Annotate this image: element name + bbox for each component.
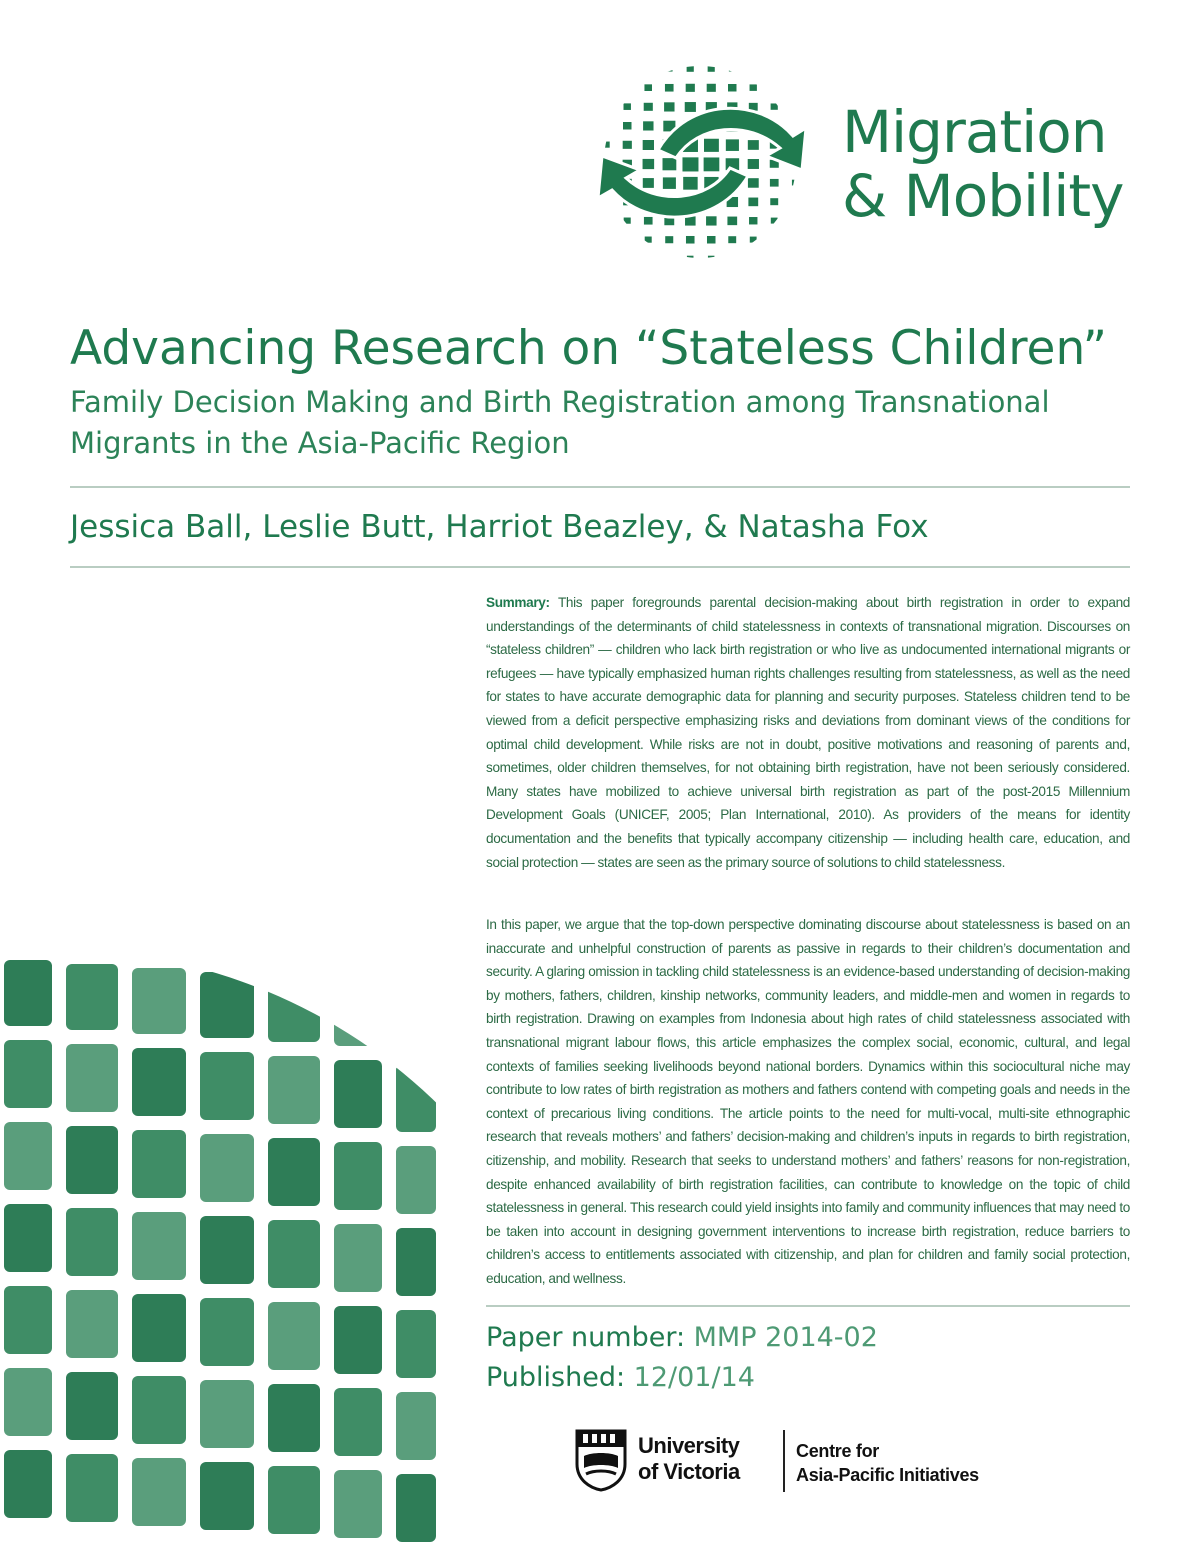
centre-line-1: Centre for <box>796 1441 880 1461</box>
university-line-1: University <box>638 1433 740 1458</box>
logo-grid-cell <box>771 66 777 71</box>
globe-grid-cell <box>200 1462 254 1530</box>
divider-top <box>70 486 1130 488</box>
logo-grid-cell <box>663 177 676 189</box>
logo-grid-cell <box>771 218 778 224</box>
globe-grid-cell <box>132 968 186 1034</box>
paper-title: Advancing Research on “Stateless Children” <box>70 321 1108 376</box>
logo-grid-cell <box>792 237 798 242</box>
logo-grid-cell <box>749 217 757 224</box>
globe-grid-cell <box>66 1454 118 1522</box>
body-paragraph: In this paper, we argue that the top-down perspective dominating discourse about statelessness is based on an inaccurate and unhelpful construction of parents as passive in regards to their children’s documentation and security. A glaring omission in tackling child statelessness is an evidence-based understanding of decision-making by mothers, fathers, children, kinship networks, community leaders, and middle-men and women in regards to birth registration. Drawing on examples from Indonesia about high rates of child statelessness associated with transnational migrant labour flows, this article emphasizes the complex social, economic, cultural, and legal contexts of families seeking livelihoods beyond national borders. Dynamics within this sociocultural niche may contribute to low rates of birth registration as mothers and fathers contend with competing goals and needs in the context of precarious living conditions. The article points to the need for multi-vocal, multi-site ethnographic research that reveals mothers’ and fathers’ decision-making and children’s inputs in regards to birth registration, citizenship, and mobility. Research that seeks to understand mothers’ and fathers’ reasons for non-registration, despite enhanced availability of birth registration facilities, can contribute to knowledge on the topic of child statelessness in general. This research could yield insights into family and community influences that may need to be taken into account in designing government interventions to increase birth registration, reduce barriers to children’s access to entitlements associated with citizenship, and plan for children and family social protection, education, and wellness. <box>486 917 1130 1286</box>
logo-grid-cell <box>750 84 757 90</box>
globe-grid-cell <box>200 1298 254 1366</box>
globe-grid-cell <box>396 1146 436 1214</box>
globe-grid-cell <box>268 1138 320 1206</box>
globe-grid-cell <box>396 1064 436 1132</box>
logo-grid-cell <box>643 140 654 150</box>
published-value: 12/01/14 <box>625 1362 755 1393</box>
logo-grid-cell <box>750 256 756 261</box>
globe-grid-cell <box>4 1368 52 1436</box>
globe-grid-cell <box>132 1376 186 1444</box>
logo-grid-cell <box>643 159 655 169</box>
logo-grid-cell <box>792 199 798 204</box>
globe-grid-cell <box>200 1216 254 1284</box>
logo-grid-cell <box>771 103 778 109</box>
centre-name <box>796 1439 1036 1487</box>
globe-grid-cell <box>200 972 254 1038</box>
paper-number-value: MMP 2014-02 <box>685 1322 878 1353</box>
globe-grid-cell <box>334 1306 382 1374</box>
brand-wordmark <box>842 100 1142 228</box>
logo-grid-cell <box>792 123 798 128</box>
globe-grid-cell <box>66 964 118 1030</box>
logo-grid-cell <box>771 256 777 261</box>
logo-grid-cell <box>666 256 672 261</box>
logo-grid-cell <box>750 237 757 243</box>
logo-grid-cell <box>686 236 695 244</box>
logo-grid-cell <box>603 199 609 204</box>
paper-meta <box>486 1318 1126 1398</box>
logo-grid-cell <box>663 158 677 170</box>
divider-authors <box>70 566 1130 568</box>
logo-grid-cell <box>750 66 756 71</box>
globe-grid-cell <box>268 1220 320 1288</box>
globe-grid-cell <box>66 1372 118 1440</box>
logo-grid-cell <box>644 217 653 225</box>
logo-grid-cell <box>603 104 609 109</box>
globe-grid-cell <box>66 1208 118 1276</box>
globe-grid-cell <box>132 1458 186 1526</box>
globe-grid-cell <box>396 1474 436 1542</box>
logo-grid-cell <box>704 139 719 152</box>
logo-grid-cell <box>792 104 798 109</box>
summary-label: Summary: <box>486 595 550 610</box>
globe-grid-cell <box>396 1310 436 1378</box>
logo-grid-cell <box>771 85 777 90</box>
logo-grid-cell <box>726 139 739 151</box>
logo-grid-cell <box>623 141 632 149</box>
globe-grid-cell <box>268 1056 320 1124</box>
logo-grid-cell <box>728 84 736 91</box>
logo-grid-cell <box>603 237 609 242</box>
university-crest-icon <box>574 1428 628 1492</box>
logo-grid-cell <box>707 84 716 92</box>
logo-grid-cell <box>770 198 778 205</box>
logo-grid-cell <box>682 157 698 171</box>
logo-grid-cell <box>624 237 630 242</box>
logo-grid-cell <box>729 66 736 72</box>
globe-arrows-icon <box>588 58 818 268</box>
logo-grid-cell <box>707 236 716 244</box>
logo-grid-cell <box>687 256 694 262</box>
globe-grid-cell <box>4 1450 52 1518</box>
logo-grid-cell <box>643 178 654 188</box>
published-row <box>486 1358 1126 1398</box>
globe-grid-cell <box>4 1040 52 1108</box>
logo-grid-cell <box>748 178 759 188</box>
footer-divider <box>783 1430 785 1492</box>
globe-grid-cell <box>132 1048 186 1116</box>
logo-grid-cell <box>645 66 651 71</box>
globe-grid-cell <box>334 980 382 1046</box>
paper-number-label: Paper number: <box>486 1322 686 1353</box>
logo-grid-cell <box>792 66 798 71</box>
globe-grid-cell <box>200 1052 254 1120</box>
divider-meta <box>486 1305 1130 1307</box>
logo-grid-cell <box>770 179 779 187</box>
logo-grid-cell <box>603 85 609 90</box>
logo-grid-cell <box>708 256 715 262</box>
logo-grid-cell <box>683 177 697 190</box>
centre-line-2: Asia-Pacific Initiatives <box>796 1465 979 1485</box>
university-line-2: of Victoria <box>638 1459 740 1484</box>
globe-grid-cell <box>268 1302 320 1370</box>
globe-grid-cell <box>334 1388 382 1456</box>
logo-grid-cell <box>624 85 630 90</box>
logo-grid-cell <box>686 84 695 92</box>
globe-grid-cell <box>396 1392 436 1460</box>
logo-grid-cell <box>665 84 674 92</box>
logo-grid-cell <box>792 180 799 186</box>
globe-grid-cell <box>66 1290 118 1358</box>
logo-grid-cell <box>644 84 652 91</box>
logo-grid-cell <box>748 140 759 150</box>
globe-grid-cell <box>334 1142 382 1210</box>
logo-grid-cell <box>685 102 696 112</box>
globe-grid-icon <box>0 930 470 1553</box>
globe-grid-cell <box>4 1286 52 1354</box>
logo-grid-cell <box>645 237 652 243</box>
published-label: Published: <box>486 1362 626 1393</box>
logo-grid-cell <box>624 256 630 261</box>
logo-grid-cell <box>728 236 736 243</box>
logo-grid-cell <box>792 85 798 90</box>
logo-grid-cell <box>748 159 759 169</box>
logo-grid-cell <box>624 218 631 224</box>
logo-grid-cell <box>729 256 735 261</box>
globe-grid-cell <box>132 1130 186 1198</box>
globe-grid-cell <box>4 960 52 1026</box>
globe-grid-cell <box>200 1134 254 1202</box>
logo-grid-cell <box>792 218 798 223</box>
logo-grid-cell <box>748 198 758 207</box>
logo-grid-cell <box>644 103 653 111</box>
authors: Jessica Ball, Leslie Butt, Harriot Beazley, & Natasha Fox <box>70 509 929 545</box>
globe-grid-cell <box>268 976 320 1042</box>
logo-grid-cell <box>603 123 609 129</box>
summary-paragraph <box>486 591 1130 874</box>
logo-grid-cell <box>624 66 630 71</box>
globe-grid-cell <box>334 1060 382 1128</box>
logo-grid-cell <box>727 217 737 226</box>
logo-grid-cell <box>603 66 609 71</box>
logo-grid-cell <box>665 236 673 243</box>
globe-grid-cell <box>334 1224 382 1292</box>
paper-number-row <box>486 1318 1126 1358</box>
globe-grid-cell <box>66 1126 118 1194</box>
logo-grid-cell <box>623 122 631 129</box>
logo-grid-cell <box>664 102 674 111</box>
logo-grid-cell <box>687 65 694 71</box>
summary-text: This paper foregrounds parental decision-making about birth registration in order to expand understandings of the determinants of child statelessness in contexts of transnational migration. Discourses on “stateless children” — children who lack birth registration or who live as undocumented international migrants or refugees — have typically emphasized human rights challenges resulting from statelessness, as well as the need for states to have accurate demographic data for planning and security purposes. Stateless children tend to be viewed from a deficit perspective emphasizing risks and deviations from dominant views of the conditions for optimal child development. While risks are not in doubt, positive motivations and reasoning of parents and, sometimes, older children themselves, for not obtaining birth registration, have not been seriously considered. Many states have mobilized to achieve universal birth registration as part of the post-2015 Millennium Development Goals (UNICEF, 2005; Plan International, 2010). As providers of the means for identity documentation and the benefits that typically accompany citizenship — including health care, education, and social protection — states are seen as the primary source of solutions to child statelessness. <box>486 595 1130 870</box>
globe-grid-cell <box>334 1470 382 1538</box>
logo-grid-cell <box>792 256 798 261</box>
logo-grid-cell <box>708 65 715 71</box>
logo-grid-cell <box>771 237 777 242</box>
logo-grid-cell <box>603 256 609 261</box>
globe-grid-cell <box>4 1122 52 1190</box>
logo-grid-cell <box>603 218 609 223</box>
brand-line-1: Migration <box>842 98 1107 166</box>
paper-subtitle: Family Decision Making and Birth Registration among Transnational Migrants in the Asia-Pacific Region <box>70 385 1050 460</box>
globe-grid-cell <box>200 1380 254 1448</box>
logo-grid-cell <box>624 103 631 110</box>
globe-grid-cell <box>396 984 436 1050</box>
brand-line-2: & Mobility <box>842 162 1124 230</box>
globe-grid-cell <box>132 1212 186 1280</box>
globe-grid-cell <box>66 1044 118 1112</box>
logo-grid-cell <box>643 121 653 130</box>
logo-grid-cell <box>706 216 716 225</box>
logo-grid-cell <box>666 66 673 72</box>
university-name <box>638 1433 778 1485</box>
globe-grid-cell <box>268 1384 320 1452</box>
globe-grid-cell <box>132 1294 186 1362</box>
logo-grid-cell <box>645 256 651 261</box>
globe-grid-cell <box>268 1466 320 1534</box>
logo-grid-cell <box>603 142 610 148</box>
globe-grid-cell <box>4 1204 52 1272</box>
globe-grid-cell <box>396 1228 436 1296</box>
logo-grid-cell <box>704 157 720 171</box>
